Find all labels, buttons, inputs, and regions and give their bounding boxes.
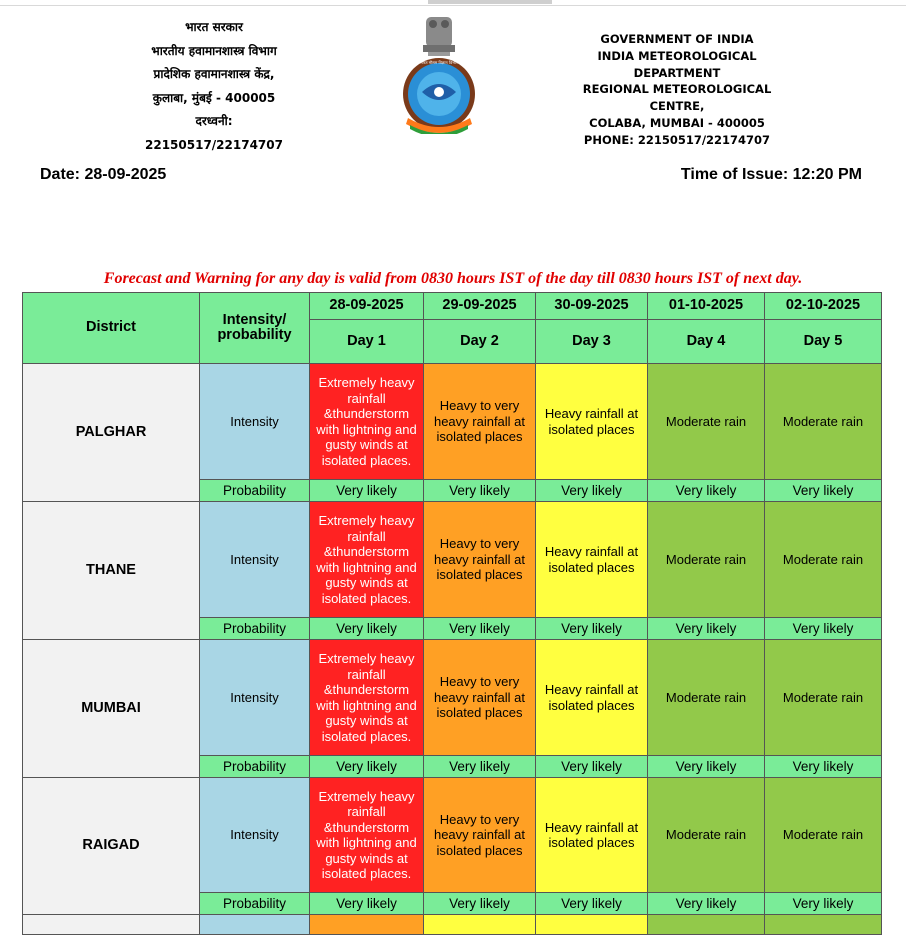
- table-row: [23, 502, 882, 618]
- probability-cell: Very likely: [536, 618, 648, 640]
- validity-warning: Forecast and Warning for any day is valid from 0830 hours IST of the day till 0830 hours IST of next day.: [103, 270, 803, 287]
- probability-cell: Very likely: [648, 893, 765, 915]
- district-name: MUMBAI: [23, 640, 200, 778]
- intensity-cell: Extremely heavy rainfall &thunderstorm with lightning and gusty winds at isolated places.: [310, 778, 424, 893]
- intensity-cell: Heavy to very heavy rainfall at isolated places: [424, 778, 536, 893]
- probability-cell: Very likely: [310, 893, 424, 915]
- table-row: [23, 640, 882, 756]
- probability-cell: Very likely: [648, 756, 765, 778]
- intensity-cell: Extremely heavy rainfall &thunderstorm with lightning and gusty winds at isolated places.: [310, 502, 424, 618]
- intensity-cell: Extremely heavy rainfall &thunderstorm with lightning and gusty winds at isolated places.: [310, 640, 424, 756]
- issue-date: Date: 28-09-2025: [40, 166, 167, 183]
- english-line: REGIONAL METEOROLOGICAL CENTRE,: [582, 82, 772, 114]
- intensity-cell: Moderate rain: [648, 778, 765, 893]
- probability-cell: Very likely: [765, 756, 882, 778]
- next-intensity-cell: [424, 915, 536, 935]
- intensity-cell: Heavy to very heavy rainfall at isolated places: [424, 640, 536, 756]
- english-line: COLABA, MUMBAI - 400005: [589, 115, 765, 130]
- next-district-cell: [23, 915, 200, 935]
- intensity-cell: Heavy rainfall at isolated places: [536, 364, 648, 480]
- table-row: [23, 915, 882, 935]
- district-name: RAIGAD: [23, 778, 200, 915]
- date-header: 29-09-2025: [424, 293, 536, 320]
- intensity-cell: Moderate rain: [765, 778, 882, 893]
- probability-cell: Very likely: [765, 480, 882, 502]
- probability-cell: Very likely: [424, 756, 536, 778]
- date-header: 01-10-2025: [648, 293, 765, 320]
- district-header: District: [23, 293, 200, 364]
- intensity-label: Intensity: [200, 640, 310, 756]
- probability-label: Probability: [200, 618, 310, 640]
- hindi-address-block: [128, 16, 300, 157]
- intensity-cell: Moderate rain: [648, 502, 765, 618]
- english-line: INDIA METEOROLOGICAL DEPARTMENT: [597, 48, 757, 80]
- intensity-cell: Heavy to very heavy rainfall at isolated places: [424, 502, 536, 618]
- next-intensity-cell: [536, 915, 648, 935]
- probability-label: Probability: [200, 756, 310, 778]
- probability-cell: Very likely: [648, 480, 765, 502]
- day-header: Day 1: [310, 320, 424, 364]
- next-intensity-cell: [200, 915, 310, 935]
- intensity-label: Intensity: [200, 778, 310, 893]
- hindi-line: भारतीय हवामानशास्त्र विभाग: [151, 43, 277, 58]
- intensity-probability-header: Intensity/ probability: [200, 293, 310, 364]
- probability-cell: Very likely: [536, 480, 648, 502]
- probability-cell: Very likely: [310, 756, 424, 778]
- imd-emblem-logo: [398, 14, 480, 134]
- hindi-line: भारत सरकार: [185, 20, 243, 34]
- forecast-table: [22, 292, 882, 935]
- probability-cell: Very likely: [765, 893, 882, 915]
- table-row: [23, 778, 882, 893]
- table-row: [23, 364, 882, 480]
- intensity-cell: Moderate rain: [765, 640, 882, 756]
- district-name: PALGHAR: [23, 364, 200, 502]
- probability-cell: Very likely: [648, 618, 765, 640]
- intensity-cell: Heavy rainfall at isolated places: [536, 640, 648, 756]
- probability-cell: Very likely: [424, 618, 536, 640]
- hindi-line: कुलाबा, मुंबई - 400005: [152, 90, 276, 105]
- scroll-indicator[interactable]: [428, 0, 552, 4]
- intensity-cell: Heavy rainfall at isolated places: [536, 778, 648, 893]
- intensity-cell: Moderate rain: [765, 364, 882, 480]
- probability-cell: Very likely: [536, 893, 648, 915]
- intensity-cell: Heavy rainfall at isolated places: [536, 502, 648, 618]
- day-header: Day 3: [536, 320, 648, 364]
- english-line: PHONE: 22150517/22174707: [583, 132, 771, 147]
- english-address-block: [560, 31, 794, 149]
- date-header: 28-09-2025: [310, 293, 424, 320]
- day-header: Day 4: [648, 320, 765, 364]
- next-intensity-cell: [310, 915, 424, 935]
- intensity-cell: Moderate rain: [765, 502, 882, 618]
- district-name: THANE: [23, 502, 200, 640]
- date-header: 02-10-2025: [765, 293, 882, 320]
- next-intensity-cell: [648, 915, 765, 935]
- window-top-border: [0, 5, 906, 6]
- probability-label: Probability: [200, 893, 310, 915]
- time-of-issue: Time of Issue: 12:20 PM: [680, 166, 862, 183]
- day-header: Day 2: [424, 320, 536, 364]
- probability-label: Probability: [200, 480, 310, 502]
- english-line: GOVERNMENT OF INDIA: [600, 32, 754, 46]
- probability-cell: Very likely: [424, 893, 536, 915]
- probability-cell: Very likely: [424, 480, 536, 502]
- hindi-line: दरध्वनी: 22150517/22174707: [145, 114, 283, 152]
- intensity-label: Intensity: [200, 502, 310, 618]
- probability-cell: Very likely: [536, 756, 648, 778]
- intensity-cell: Moderate rain: [648, 640, 765, 756]
- intensity-cell: Heavy to very heavy rainfall at isolated places: [424, 364, 536, 480]
- intensity-cell: Moderate rain: [648, 364, 765, 480]
- day-header: Day 5: [765, 320, 882, 364]
- hindi-line: प्रादेशिक हवामानशास्त्र केंद्र,: [153, 67, 275, 81]
- emblem-text: भारत मौसम विज्ञान विभाग: [419, 60, 459, 65]
- probability-cell: Very likely: [765, 618, 882, 640]
- next-intensity-cell: [765, 915, 882, 935]
- date-header: 30-09-2025: [536, 293, 648, 320]
- intensity-cell: Extremely heavy rainfall &thunderstorm with lightning and gusty winds at isolated places.: [310, 364, 424, 480]
- probability-cell: Very likely: [310, 480, 424, 502]
- intensity-label: Intensity: [200, 364, 310, 480]
- probability-cell: Very likely: [310, 618, 424, 640]
